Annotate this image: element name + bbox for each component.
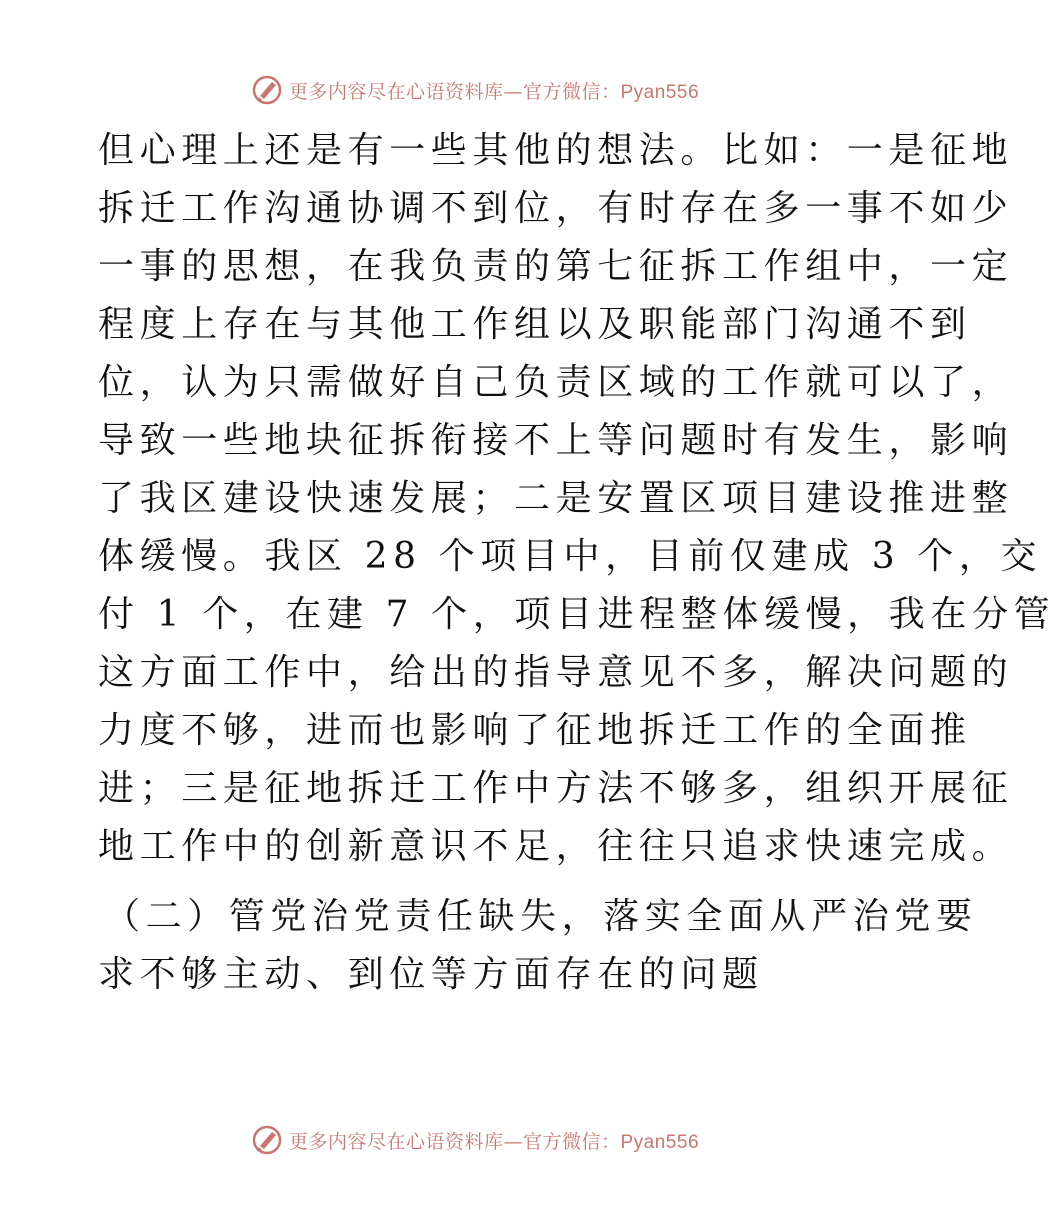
paragraph-line: 地工作中的创新意识不足，往往只追求快速完成。 <box>98 826 1014 867</box>
paragraph-line: 但心理上还是有一些其他的想法。比如：一是征地 <box>98 130 1014 171</box>
paragraph-line: 力度不够，进而也影响了征地拆迁工作的全面推 <box>98 710 972 751</box>
paragraph-line: 位，认为只需做好自己负责区域的工作就可以了， <box>98 362 1014 403</box>
paragraph-line: 这方面工作中，给出的指导意见不多，解决问题的 <box>98 652 1014 693</box>
paragraph-line: 拆迁工作沟通协调不到位，有时存在多一事不如少 <box>98 188 1014 229</box>
paragraph-line: 进；三是征地拆迁工作中方法不够多，组织开展征 <box>98 768 1014 809</box>
paragraph-line: 一事的思想，在我负责的第七征拆工作组中，一定 <box>98 246 1014 287</box>
section-heading-line: 求不够主动、到位等方面存在的问题 <box>98 954 764 995</box>
watermark-text: 更多内容尽在心语资料库—官方微信：Pyan556 <box>288 1130 700 1153</box>
watermark-header <box>0 70 950 110</box>
paragraph-line: 了我区建设快速发展；二是安置区项目建设推进整 <box>98 478 1014 519</box>
paragraph-line: 付 1 个，在建 7 个，项目进程整体缓慢，我在分管 <box>98 594 1055 635</box>
pen-logo-icon <box>251 1124 283 1156</box>
watermark-text: 更多内容尽在心语资料库—官方微信：Pyan556 <box>288 80 700 103</box>
paragraph-line: 导致一些地块征拆衔接不上等问题时有发生，影响 <box>98 420 1014 461</box>
document-body <box>98 122 1055 1004</box>
section-heading-line: （二）管党治党责任缺失，落实全面从严治党要 <box>104 896 978 937</box>
watermark-footer <box>0 1120 950 1160</box>
paragraph-line: 程度上存在与其他工作组以及职能部门沟通不到 <box>98 304 972 345</box>
pen-logo-icon <box>251 74 283 106</box>
paragraph-line: 体缓慢。我区 28 个项目中，目前仅建成 3 个，交 <box>98 536 1043 577</box>
